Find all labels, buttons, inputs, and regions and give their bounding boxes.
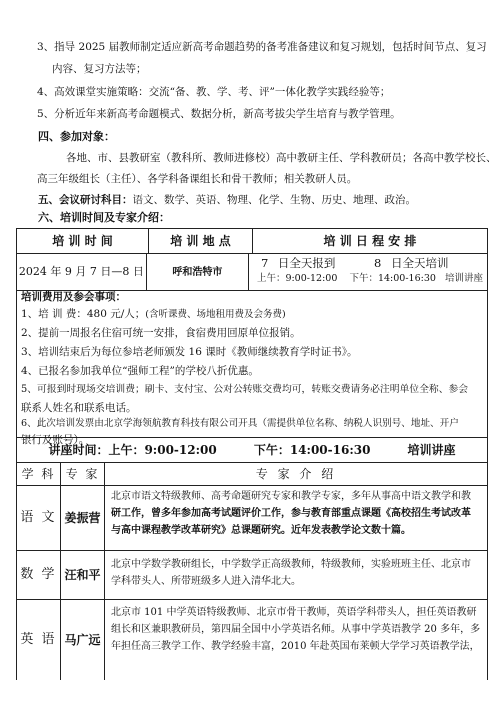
item-3-line1: 3、指导 2025 届教师制定适应新高考命题趋势的备考准备建议和复习规划，包括时间节点、复习 (37, 41, 487, 53)
expert-row-math (17, 551, 487, 600)
schedule-date: 2024 年 9 月 7 日—8 日 (17, 254, 147, 290)
section-4-line1: 各地、市、县教研室（教科所、教师进修校）高中教研主任、学科教研员；各高中教学校长、 (66, 152, 497, 164)
section-6-heading: 六、培训时间及专家介绍： (38, 211, 170, 224)
schedule-place: 呼和浩特市 (147, 254, 249, 290)
lecture-time-am: 上午：9:00-12:00 (108, 443, 217, 457)
expert-subject: 数 学 (17, 551, 61, 599)
expert-row-english (17, 600, 487, 680)
expert-intro-line: 学科带头人、所带班级多人进入清华北大。 (111, 576, 301, 587)
experts-table (16, 463, 488, 680)
experts-header-subject: 学 科 (17, 463, 61, 485)
notes-block (16, 290, 488, 446)
expert-intro (105, 551, 487, 599)
item-3-line2: 内容、复习方法等； (52, 63, 147, 75)
notes-item-2: 2、提前一周报名住宿可统一安排，食宿费用回原单位报销。 (21, 327, 301, 339)
schedule-header-place: 培 训 地 点 (149, 229, 253, 253)
section-5 (38, 193, 500, 209)
notes-item-3: 3、培训结束后为每位参培老师颁发 16 课时《教师继续教育学时证书》。 (21, 346, 358, 358)
expert-intro (105, 600, 487, 680)
schedule-pm: 下午：14:00-16:30 (349, 273, 436, 285)
schedule-header-time: 培 训 时 间 (17, 229, 149, 253)
expert-subject: 英 语 (17, 600, 61, 680)
notes-item-5: 5、可报到时现场交培训费；刷卡、支付宝、公对公转账交费均可，转账交费请务必注明单位全称、参会 (21, 384, 469, 395)
schedule-hours (257, 272, 483, 286)
expert-intro-line: 组长和区兼职教研员，第四届全国中小学英语名师。从事中学英语教学 20 多年，多 (111, 624, 481, 635)
lecture-time-pm: 下午：14:00-16:30 (253, 443, 371, 457)
expert-intro-line: 年担任高三教学工作、教学经验丰富，2010 年赴英国布莱顿大学学习英语教学法， (111, 641, 480, 652)
schedule-header-row (17, 229, 487, 254)
experts-header-intro: 专 家 介 绍 (255, 467, 337, 481)
expert-intro-line: 与高中课程教学改革研究》总课题研究。近年发表教学论文数十篇。 (111, 525, 411, 536)
lecture-time-title: 讲座时间： (48, 443, 109, 457)
section-4-heading: 四、参加对象： (38, 130, 115, 143)
lecture-time-format: 培训讲座 (407, 443, 456, 457)
expert-name: 姜振营 (61, 486, 105, 550)
item-5: 5、分析近年来新高考命题模式、数据分析，新高考拔尖学生培育与教学管理。 (37, 108, 401, 120)
notes-fee (21, 307, 286, 323)
notes-fee-note: (含听课费、场地租用费及会务费) (145, 309, 286, 320)
experts-header-expert: 专 家 (61, 463, 105, 485)
schedule-data-row (17, 254, 487, 290)
schedule-days (257, 255, 483, 272)
section-4-line2: 高三年级组长（主任）、各学科备课组长和骨干教师；相关教研人员。 (37, 173, 358, 185)
schedule-format: 培训讲座 (444, 273, 483, 285)
experts-header-row (17, 463, 487, 486)
notes-title: 培训费用及参会事项： (21, 291, 126, 303)
section-5-text: 语文、数学、英语、物理、化学、生物、历史、地理、政治。 (132, 194, 416, 206)
notes-item-4: 4、已报名参加我单位“强师工程”的学校八折优惠。 (21, 365, 259, 377)
expert-intro-line: 北京市 101 中学英语特级教师、北京市骨干教师，英语学科带头人，担任英语教研 (111, 607, 477, 618)
section-5-heading: 五、会议研讨科目： (38, 194, 133, 206)
expert-intro-line: 北京市语文特级教师、高考命题研究专家和教学专家，多年从事高中语文教学和教 (111, 491, 471, 502)
notes-item-5-cont: 联系人姓名和联系电话。 (21, 402, 137, 414)
expert-intro-line: 北京中学数学教研组长，中学数学正高级教师，特级教师，实验班班主任、北京市 (111, 559, 471, 570)
schedule-training: 8 日全天培训 (374, 256, 449, 270)
schedule-table (16, 228, 488, 291)
schedule-header-agenda: 培 训 日 程 安 排 (323, 234, 417, 248)
expert-name: 汪和平 (61, 551, 105, 599)
notes-fee-label: 1、培 训 费：480 元/人； (21, 308, 146, 320)
expert-intro (105, 486, 487, 550)
expert-subject: 语 文 (17, 486, 61, 550)
schedule-agenda (249, 254, 487, 290)
schedule-arrival: 7 日全天报到 (260, 256, 336, 270)
notes-item-6: 6、此次培训发票由北京学海领航教育科技有限公司开具（需提供单位名称、纳税人识别号、地址、开户 (21, 418, 459, 429)
expert-name: 马广远 (61, 600, 105, 680)
expert-intro-line: 研工作，曾多年参加高考试题评价工作，参与教育部重点课题《高校招生考试改革 (111, 508, 471, 519)
expert-row-chinese (17, 486, 487, 551)
lecture-time-row (16, 438, 488, 463)
item-4: 4、高效课堂实施策略：交流“备、教、学、考、评”一体化教学实践经验等； (37, 86, 391, 98)
notes-item-6-cont: 银行及账号）。 (21, 434, 90, 446)
schedule-am: 上午：9:00-12:00 (256, 273, 338, 285)
